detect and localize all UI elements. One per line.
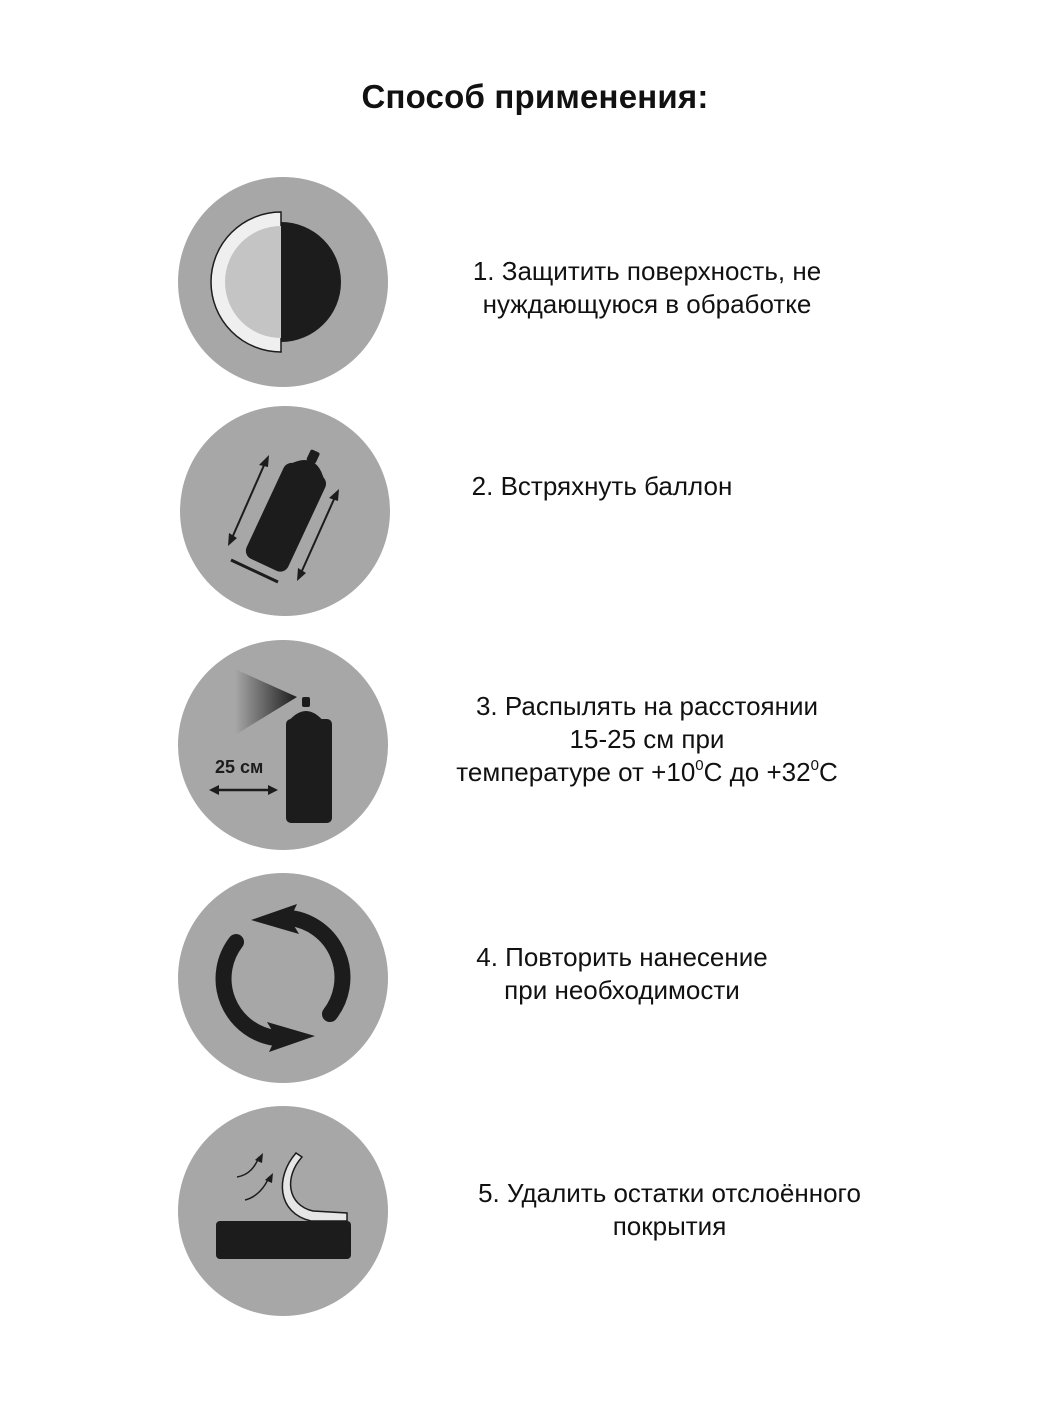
- surface-protection-icon: [177, 176, 389, 388]
- step-1-line-2: нуждающуюся в обработке: [482, 289, 812, 319]
- step-3-line-2: 15-25 см при: [569, 724, 725, 754]
- step-3-text: [432, 690, 862, 789]
- step-1-text: [432, 255, 862, 321]
- step-1-line-1: 1. Защитить поверхность, не: [472, 256, 822, 286]
- step-4-line-1: 4. Повторить нанесение: [476, 942, 768, 972]
- temp-suffix: С: [818, 757, 838, 787]
- repeat-icon: [177, 872, 389, 1084]
- step-4-line-2: при необходимости: [504, 975, 740, 1005]
- temp-mid: С до +32: [703, 757, 811, 787]
- step-3-line-3: [432, 756, 862, 789]
- step-3-line-1: 3. Распылять на расстоянии: [475, 691, 819, 721]
- step-2-text: [432, 470, 772, 503]
- step-5-text: [432, 1177, 907, 1243]
- peel-coating-icon: [177, 1105, 389, 1317]
- step-2-line-1: 2. Встряхнуть баллон: [471, 471, 733, 501]
- step-5-line-1: 5. Удалить остатки отслоённого: [478, 1178, 861, 1208]
- temp-prefix: температуре от +10: [456, 757, 696, 787]
- degree-sup-2: 0: [810, 757, 819, 774]
- step-5-line-2: покрытия: [612, 1211, 727, 1241]
- step-4-text: [432, 941, 812, 1007]
- distance-label: 25 см: [215, 757, 264, 777]
- degree-sup-1: 0: [695, 757, 704, 774]
- shake-can-icon: [179, 405, 391, 617]
- page-title: Способ применения:: [361, 78, 709, 115]
- spray-distance-icon: [177, 639, 389, 851]
